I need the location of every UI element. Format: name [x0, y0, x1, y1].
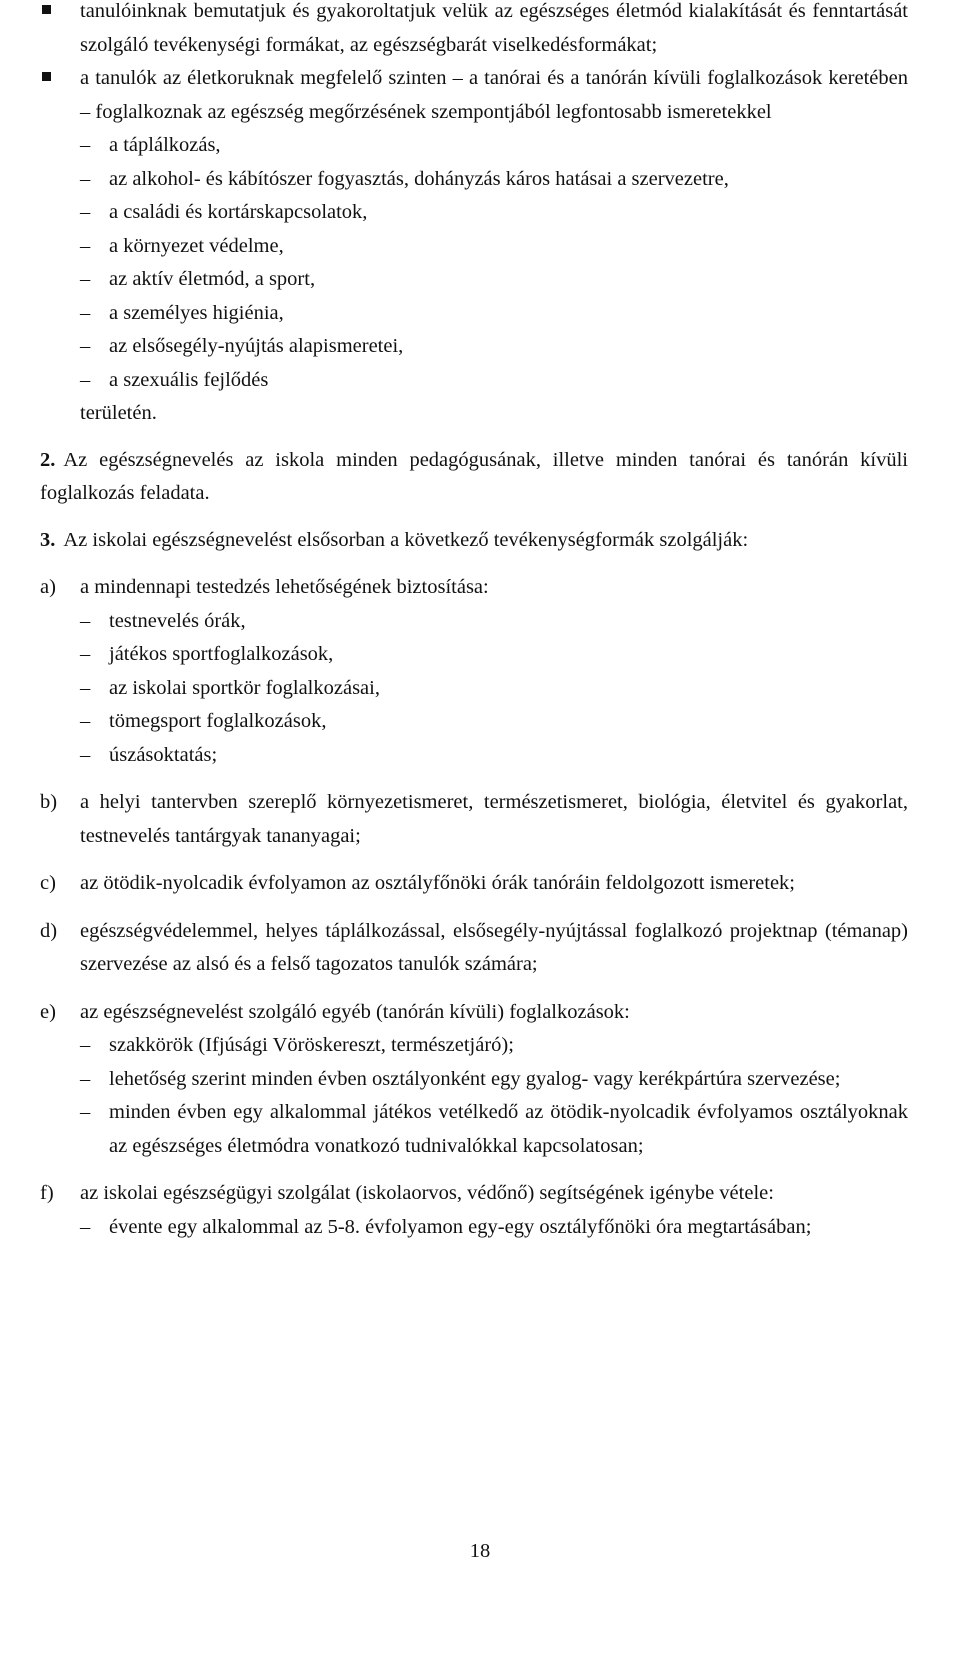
- topic-item: – a táplálkozás,: [80, 129, 908, 163]
- bullet-item-1: [40, 0, 908, 62]
- sub-item: – minden évben egy alkalommal játékos vetélkedő az ötödik-nyolcadik évfolyamos osztályoknak az egészséges életmódra vonatkozó tudnivalókkal kapcsolatosan;: [80, 1096, 908, 1163]
- page-number: 18: [469, 1540, 491, 1562]
- item-text: egészségvédelemmel, helyes táplálkozással, elsősegély-nyújtással foglalkozó projektnap (témanap) szervezése az alsó és a felső tagozatos tanulók számára;: [80, 919, 908, 975]
- topic-item: – a családi és kortárskapcsolatok,: [80, 196, 908, 230]
- section-text: Az egészségnevelés az iskola minden pedagógusának, illetve minden tanórai és tanórán kívüli foglalkozás feladata.: [40, 448, 908, 504]
- item-label: d): [40, 919, 58, 942]
- activity-e-sublist: [80, 1029, 908, 1163]
- item-text: az ötödik-nyolcadik évfolyamon az osztályfőnöki órák tanóráin feldolgozott ismeretek;: [80, 872, 795, 894]
- activity-item-e: [40, 996, 908, 1030]
- topic-item: – a szexuális fejlődés: [80, 364, 908, 398]
- item-text: az egészségnevelést szolgáló egyéb (tanórán kívüli) foglalkozások:: [80, 1000, 630, 1023]
- sub-item: – úszásoktatás;: [80, 739, 908, 773]
- item-text: a mindennapi testedzés lehetőségének biztosítása:: [80, 576, 489, 598]
- item-label: a): [40, 576, 56, 598]
- item-text: az iskolai egészségügyi szolgálat (iskolaorvos, védőnő) segítségének igénybe vétele:: [80, 1182, 774, 1204]
- topic-item: – az alkohol- és kábítószer fogyasztás, dohányzás káros hatásai a szervezetre,: [80, 163, 908, 197]
- topics-trailing-text: területén.: [80, 402, 157, 424]
- item-label: b): [40, 791, 58, 813]
- sub-item: – játékos sportfoglalkozások,: [80, 638, 908, 672]
- bullet-text: tanulóinknak bemutatjuk és gyakoroltatjuk velük az egészséges életmód kialakítását és fenntartását szolgáló tevékenységi formákat, az egészségbarát viselkedésformákat;: [80, 0, 908, 56]
- section-number: 2.: [40, 448, 56, 471]
- bullet-text: a tanulók az életkoruknak megfelelő szinten – a tanórai és a tanórán kívüli foglalkozások keretében – foglalkoznak az egészség megőrzésének szempontjából legfontosabb ismeretekkel: [80, 67, 908, 123]
- section-2: [40, 444, 908, 511]
- topic-item: – a személyes higiénia,: [80, 297, 908, 331]
- topic-item: – az elsősegély-nyújtás alapismeretei,: [80, 330, 908, 364]
- item-label: f): [40, 1182, 54, 1204]
- document-page: [40, 0, 908, 1244]
- sub-item: – lehetőség szerint minden évben osztályonként egy gyalog- vagy kerékpártúra szervezése;: [80, 1063, 908, 1097]
- bullet-item-2: [40, 62, 908, 129]
- activity-item-d: [40, 915, 908, 982]
- section-3: [40, 524, 908, 558]
- section-number: 3.: [40, 528, 56, 551]
- sub-item: – tömegsport foglalkozások,: [80, 705, 908, 739]
- activity-item-a: [40, 571, 908, 605]
- health-topics-list: [80, 129, 908, 397]
- item-label: e): [40, 1000, 56, 1023]
- item-text: a helyi tantervben szereplő környezetismeret, természetismeret, biológia, életvitel és gyakorlat, testnevelés tantárgyak tananyagai;: [80, 791, 908, 847]
- sub-item: – szakkörök (Ifjúsági Vöröskereszt, természetjáró);: [80, 1029, 908, 1063]
- sub-item: – évente egy alkalommal az 5-8. évfolyamon egy-egy osztályfőnöki óra megtartásában;: [80, 1211, 908, 1245]
- section-text: Az iskolai egészségnevelést elsősorban a következő tevékenységformák szolgálják:: [63, 528, 749, 551]
- sub-item: – az iskolai sportkör foglalkozásai,: [80, 672, 908, 706]
- topic-item: – a környezet védelme,: [80, 230, 908, 264]
- activity-item-c: [40, 867, 908, 901]
- activity-item-b: [40, 786, 908, 853]
- topic-item: – az aktív életmód, a sport,: [80, 263, 908, 297]
- activity-a-sublist: [80, 605, 908, 773]
- activity-f-sublist: [80, 1211, 908, 1245]
- sub-item: – testnevelés órák,: [80, 605, 908, 639]
- item-label: c): [40, 872, 56, 894]
- activity-item-f: [40, 1177, 908, 1211]
